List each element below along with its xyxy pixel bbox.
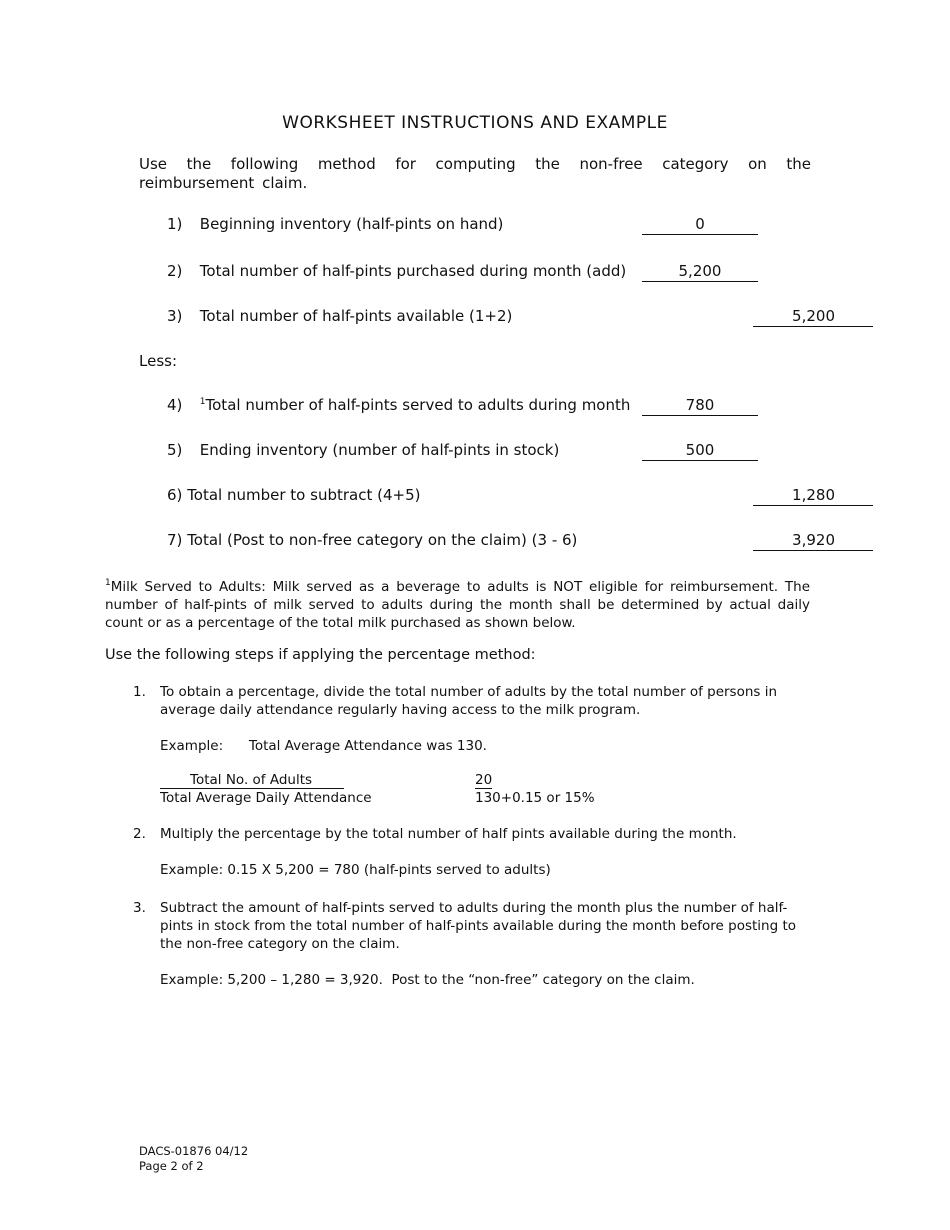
row-label-wrap <box>200 396 631 414</box>
numerator-label-text: Total No. of Adults <box>190 772 313 788</box>
worksheet-row-5 <box>167 441 559 459</box>
page-title: WORKSHEET INSTRUCTIONS AND EXAMPLE <box>282 113 668 133</box>
step-2-number: 2. <box>133 826 146 842</box>
worksheet-row-2 <box>167 262 626 280</box>
step-3-number: 3. <box>133 900 146 916</box>
worksheet-row-6 <box>167 486 420 504</box>
step-2-text: Multiply the percentage by the total number of half pints available during the month. <box>160 826 737 842</box>
row-label: Ending inventory (number of half-pints in stock) <box>199 441 560 459</box>
intro-paragraph: Use the following method for computing the non-free category on the reimbursement claim. <box>139 155 811 192</box>
footnote <box>105 574 810 632</box>
fraction-denominator-value: 130+0.15 or 15% <box>475 790 595 806</box>
row-number: 7) <box>167 531 183 549</box>
worksheet-row-4 <box>167 396 630 414</box>
step-1-example: Example: Total Average Attendance was 130. <box>160 738 487 754</box>
row-2-value: 5,200 <box>642 262 758 282</box>
step-1-text: To obtain a percentage, divide the total number of adults by the total number of persons in average daily attendance regularly having access to the milk program. <box>160 684 778 718</box>
row-6-total-text: 1,280 <box>792 486 835 504</box>
row-7-total-text: 3,920 <box>792 531 835 549</box>
worksheet-row-7 <box>167 531 577 549</box>
fraction-numerator-value: 20 <box>475 772 493 788</box>
less-label: Less: <box>139 352 178 370</box>
row-4-value: 780 <box>642 396 758 416</box>
footnote-text: Milk Served to Adults: Milk served as a beverage to adults is NOT eligible for reimbursement. The number of half-pints of milk served to adults during the month shall be determined by actual daily count or as a percentage of the total milk purchased as shown below. <box>105 579 810 631</box>
row-5-value: 500 <box>642 441 758 461</box>
row-number: 6) <box>167 486 183 504</box>
row-label: Total number of half-pints purchased during month (add) <box>199 262 627 280</box>
row-number: 4) <box>167 396 183 414</box>
row-3-total-text: 5,200 <box>792 307 835 325</box>
row-3-total <box>753 307 873 327</box>
step-3-example: Example: 5,200 – 1,280 = 3,920. Post to the “non-free” category on the claim. <box>160 972 695 988</box>
row-number: 3) <box>167 307 183 325</box>
row-6-total <box>753 486 873 506</box>
footnote-marker: 1 <box>105 578 111 588</box>
row-number: 5) <box>167 441 183 459</box>
row-label: Total number to subtract (4+5) <box>187 486 421 504</box>
form-id: DACS-01876 04/12 <box>139 1144 249 1158</box>
row-label: Total number of half-pints served to adults during month <box>205 396 631 414</box>
row-7-total <box>753 531 873 551</box>
steps-title: Use the following steps if applying the percentage method: <box>105 647 536 663</box>
row-label: Beginning inventory (half-pints on hand) <box>199 215 504 233</box>
worksheet-row-1 <box>167 215 503 233</box>
step-2-example: Example: 0.15 X 5,200 = 780 (half-pints served to adults) <box>160 862 551 878</box>
footnote-marker: 1 <box>199 397 206 407</box>
row-label: Total (Post to non-free category on the claim) (3 - 6) <box>187 531 578 549</box>
page-number: Page 2 of 2 <box>139 1159 204 1173</box>
row-number: 1) <box>167 215 183 233</box>
step-3-text: Subtract the amount of half-pints served to adults during the month plus the number of half-pints in stock from the total number of half-pints available during the month before posting to the non-free category on the claim. <box>160 900 797 952</box>
row-1-value: 0 <box>642 215 758 235</box>
fraction-denominator-label: Total Average Daily Attendance <box>160 790 372 806</box>
worksheet-row-3 <box>167 307 512 325</box>
fraction-numerator-label <box>160 772 344 789</box>
row-label: Total number of half-pints available (1+2) <box>199 307 513 325</box>
row-number: 2) <box>167 262 183 280</box>
step-1-number: 1. <box>133 684 146 700</box>
